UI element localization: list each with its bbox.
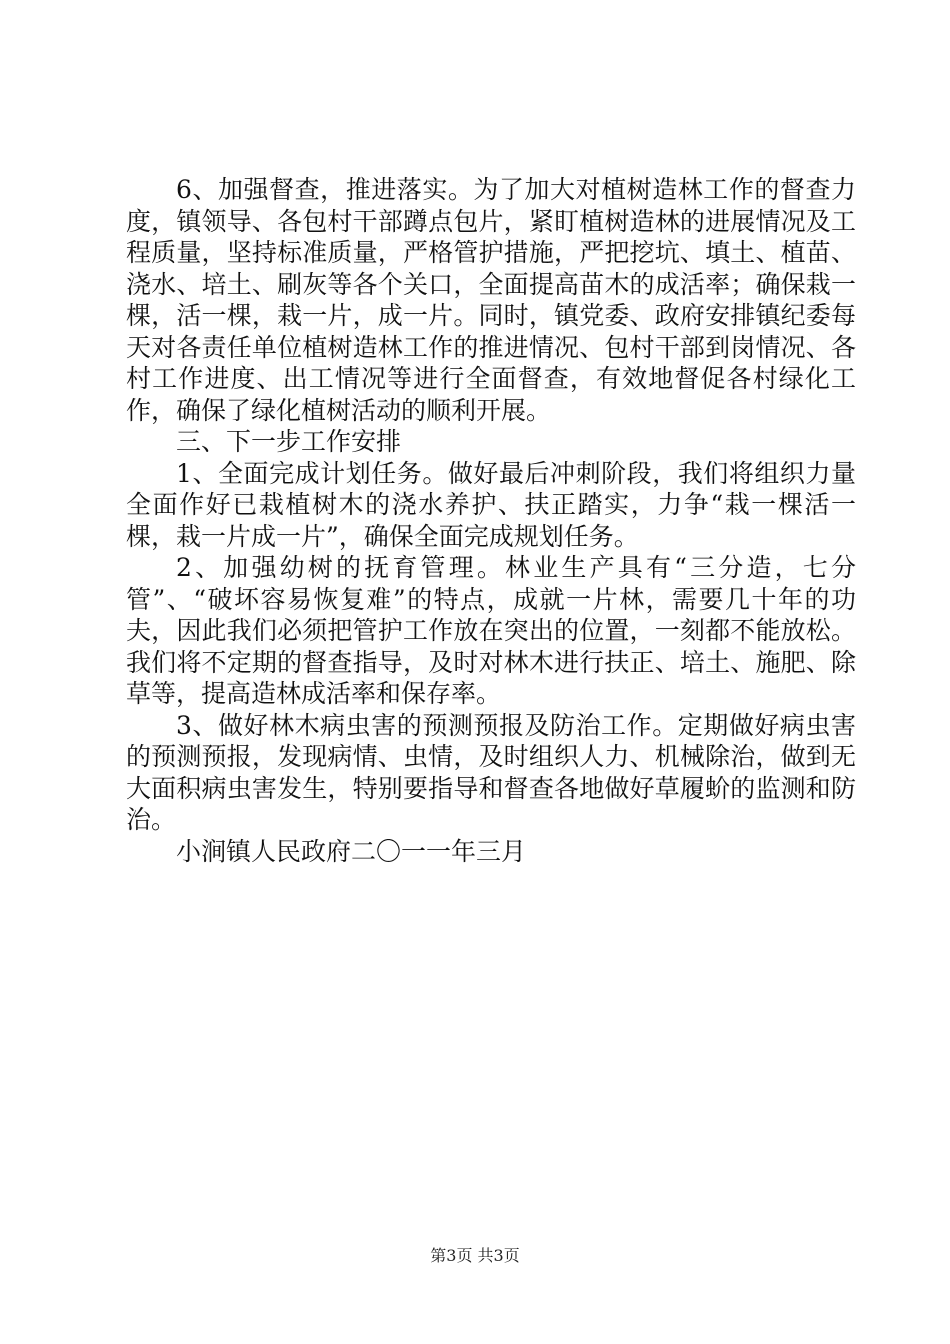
paragraph-pest-control: 3、做好林木病虫害的预测预报及防治工作。定期做好病虫害的预测预报，发现病情、虫情，及时组织人力、机械除治，做到无大面积病虫害发生，特别要指导和督查各地做好草履蚧的监测和防治。 xyxy=(126,710,856,834)
page-number-footer: 第3页 共3页 xyxy=(430,1246,520,1265)
document-body xyxy=(126,174,856,867)
paragraph-supervision: 6、加强督查，推进落实。为了加大对植树造林工作的督查力度，镇领导、各包村干部蹲点包片，紧盯植树造林的进展情况及工程质量，坚持标准质量，严格管护措施，严把挖坑、填土、植苗、浇水、培土、刷灰等各个关口，全面提高苗木的成活率；确保栽一棵，活一棵，栽一片，成一片。同时，镇党委、政府安排镇纪委每天对各责任单位植树造林工作的推进情况、包村干部到岗情况、各村工作进度、出工情况等进行全面督查，有效地督促各村绿化工作，确保了绿化植树活动的顺利开展。 xyxy=(126,175,856,425)
signature-line: 小涧镇人民政府二〇一一年三月 xyxy=(176,836,527,866)
section-heading-next-steps: 三、下一步工作安排 xyxy=(176,427,402,456)
paragraph-seedling-management: 2、加强幼树的抚育管理。林业生产具有“三分造，七分管”、“破坏容易恢复难”的特点，成就一片林，需要几十年的功夫，因此我们必须把管护工作放在突出的位置，一刻都不能放松。我们将不定期的督查指导，及时对林木进行扶正、培土、施肥、除草等，提高造林成活率和保存率。 xyxy=(126,553,856,708)
paragraph-complete-tasks: 1、全面完成计划任务。做好最后冲刺阶段，我们将组织力量全面作好已栽植树木的浇水养护、扶正踏实，力争“栽一棵活一棵，栽一片成一片”，确保全面完成规划任务。 xyxy=(126,458,856,551)
